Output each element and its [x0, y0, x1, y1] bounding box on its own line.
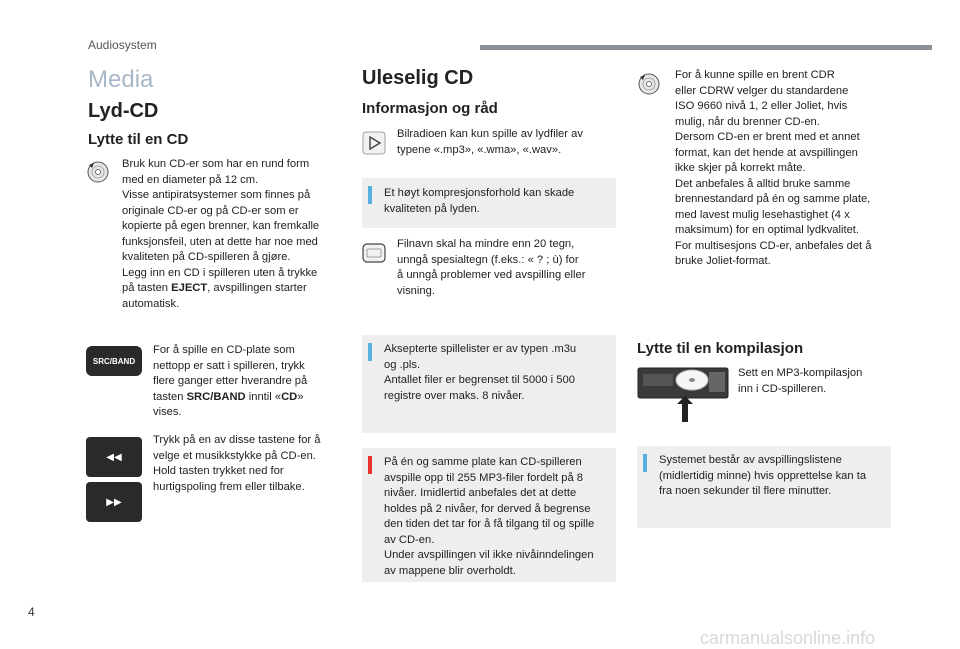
next-track-button-image: ▶▶: [86, 482, 142, 522]
cd-icon: [638, 73, 660, 95]
play-file-icon: [362, 131, 386, 155]
filename-text: Filnavn skal ha mindre enn 20 tegn, unngå spesialtegn (f.eks.: « ? ; ù) for å unngå problemer ved avspilling eller visning.: [397, 238, 586, 297]
src-band-button-image: SRC/BAND: [86, 346, 142, 376]
info-marker: [643, 454, 647, 472]
playlist-note: Aksepterte spillelister er av typen .m3u og .pls. Antallet filer er begrenset til 5000 i 500 registre over maks. 8 nivåer.: [362, 335, 616, 433]
compression-note: Et høyt kompresjonsforhold kan skade kvaliteten på lyden.: [362, 178, 616, 228]
media-title: Media: [88, 66, 154, 93]
watermark-footer: carmanualsonline.info: [700, 628, 876, 648]
burn-standard-text: For å kunne spille en brent CDR eller CDRW velger du standardene ISO 9660 nivå 1, 2 eller Joliet, hvis mulig, når du brenner CD-en. Dersom CD-en er brent med et annet format, kan det hende at avspillingen ikke skjer på korrekt måte. Det anbefales å alltid bruke samme brennestandard på én og samme plate, med lavest mulig lesehastighet (4 x maksimum) for en optimal lydkvalitet. For multisesjons CD-er, anbefales det å bruke Joliet-format.: [675, 69, 872, 267]
header-bar: [480, 45, 932, 50]
display-icon: [362, 243, 386, 263]
section-header: Audiosystem: [88, 38, 157, 52]
info-marker: [368, 186, 372, 204]
lyd-cd-heading: Lyd-CD: [88, 100, 159, 122]
cd-icon: [87, 161, 109, 183]
lytte-cd-heading: Lytte til en CD: [88, 131, 189, 148]
info-marker: [368, 343, 372, 361]
kompilasjon-heading: Lytte til en kompilasjon: [637, 340, 804, 357]
compilation-text: Sett en MP3-kompilasjon inn i CD-spilleren.: [738, 367, 863, 395]
file-types-text: Bilradioen kan kun spille av lydfiler av typene «.mp3», «.wma», «.wav».: [397, 128, 583, 156]
srcband-instruction-text: For å spille en CD-plate som nettopp er satt i spilleren, trykk flere ganger etter hverandre på tasten SRC/BAND inntil «CD» vises.: [153, 344, 308, 418]
mp3-warning-note: På én og samme plate kan CD-spilleren avspille opp til 255 MP3-filer fordelt på 8 nivåer. Imidlertid anbefales det at dette holdes på 2 nivåer, for derved å begrense den tiden det tar for å få tilgang til og spille av CD-en. Under avspillingen vil ikke nivåinndelingen av mappene blir overholdt.: [362, 448, 616, 582]
uleselig-cd-heading: Uleselig CD: [362, 67, 474, 89]
warning-marker: [368, 456, 372, 474]
cd-player-image: [637, 366, 729, 424]
previous-track-button-image: ◀◀: [86, 437, 142, 477]
cd-info-text: Bruk kun CD-er som har en rund form med en diameter på 12 cm. Visse antipiratsystemer som finnes på originale CD-er og på CD-er som er kopierte på egen brenner, kan fremkalle funksjonsfeil, uten at dette har noe med kvaliteten på CD-spilleren å gjøre. Legg inn en CD i spilleren uten å trykke på tasten EJECT, avspillingen starter automatisk.: [122, 158, 320, 310]
informasjon-heading: Informasjon og råd: [362, 100, 498, 117]
track-select-text: Trykk på en av disse tastene for å velge et musikkstykke på CD-en. Hold tasten trykket ned for hurtigspoling frem eller tilbake.: [153, 434, 321, 493]
page-number: 4: [28, 605, 35, 619]
playlist-memory-note: Systemet består av avspillingslistene (midlertidig minne) hvis opprettelse kan ta fra noen sekunder til flere minutter.: [637, 446, 891, 528]
